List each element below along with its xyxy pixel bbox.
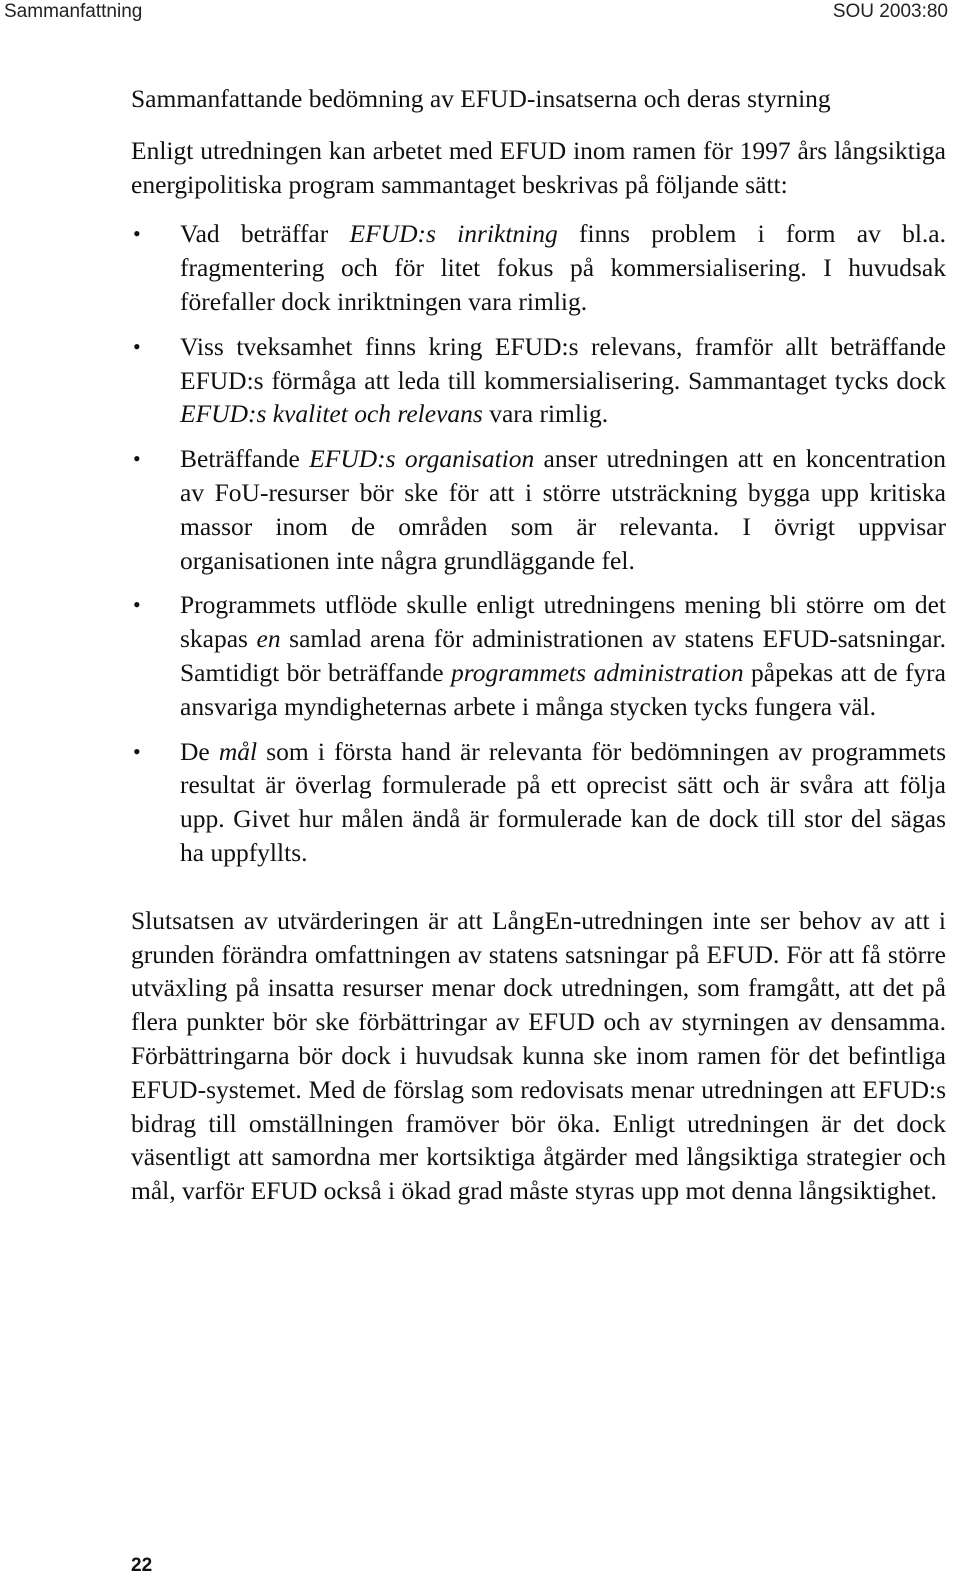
- bullet-icon: •: [133, 221, 141, 247]
- list-item: • Viss tveksamhet finns kring EFUD:s relevans, framför allt beträffande EFUD:s förmåga att leda till kommersialisering. Sammantaget tycks dock EFUD:s kvalitet och relevans vara rimlig.: [133, 331, 946, 429]
- conclusion-paragraph: Slutsatsen av utvärderingen är att LångEn-utredningen inte ser behov av att i grunden förändra omfattningen av statens satsningar på EFUD. För att få större utväxling på insatta resurser menar dock utredningen, som framgått, att det på flera punkter bör ske förbättringar av EFUD och av styrningen av densamma. Förbättringarna bör dock i huvudsak kunna ske inom ramen för det befintliga EFUD-systemet. Med de förslag som redovisats menar utredningen att EFUD:s bidrag till omställningen framöver bör öka. Enligt utredningen är det dock väsentligt att samordna mer kortsiktiga åtgärder med långsiktiga strategier och mål, varför EFUD också i ökad grad måste styras upp mot denna långsiktighet.: [131, 905, 946, 1206]
- assessment-list: [131, 217, 946, 869]
- running-header-section: Sammanfattning: [4, 1, 143, 22]
- list-item: • Vad beträffar EFUD:s inriktning finns problem i form av bl.a. fragmentering och för litet fokus på kommersialisering. I huvudsak förefaller dock inriktningen vara rimlig.: [133, 219, 947, 316]
- page-body: [131, 82, 946, 1208]
- running-header-series: SOU 2003:80: [832, 1, 948, 22]
- bullet-icon: •: [133, 446, 141, 472]
- intro-paragraph: Enligt utredningen kan arbetet med EFUD inom ramen för 1997 års långsiktiga energipolitiska program sammantaget beskrivas på följande sätt:: [131, 135, 946, 199]
- bullet-icon: •: [133, 333, 141, 359]
- list-item: • De mål som i första hand är relevanta för bedömningen av programmets resultat är överlag formulerade på ett oprecist sätt och är svåra att följa upp. Givet hur målen ändå är formulerade kan de dock till stor del sägas ha uppfyllts.: [133, 736, 947, 867]
- section-heading: Sammanfattande bedömning av EFUD-insatserna och deras styrning: [131, 84, 831, 113]
- page-number: 22: [131, 1555, 153, 1576]
- bullet-icon: •: [133, 738, 141, 764]
- list-item: • Programmets utflöde skulle enligt utredningens mening bli större om det skapas en samlad arena för administrationen av statens EFUD-satsningar. Samtidigt bör beträffande programmets administration påpekas att de fyra ansvariga myndigheternas arbete i många stycken tycks fungera väl.: [133, 590, 946, 721]
- page-header: [0, 0, 960, 24]
- bullet-icon: •: [133, 592, 141, 618]
- list-item: • Beträffande EFUD:s organisation anser utredningen att en koncentration av FoU-resurser bör ske för att i större utsträckning bygga upp kritiska massor inom de områden som är relevanta. I övrigt uppvisar organisationen inte några grundläggande fel.: [133, 444, 947, 575]
